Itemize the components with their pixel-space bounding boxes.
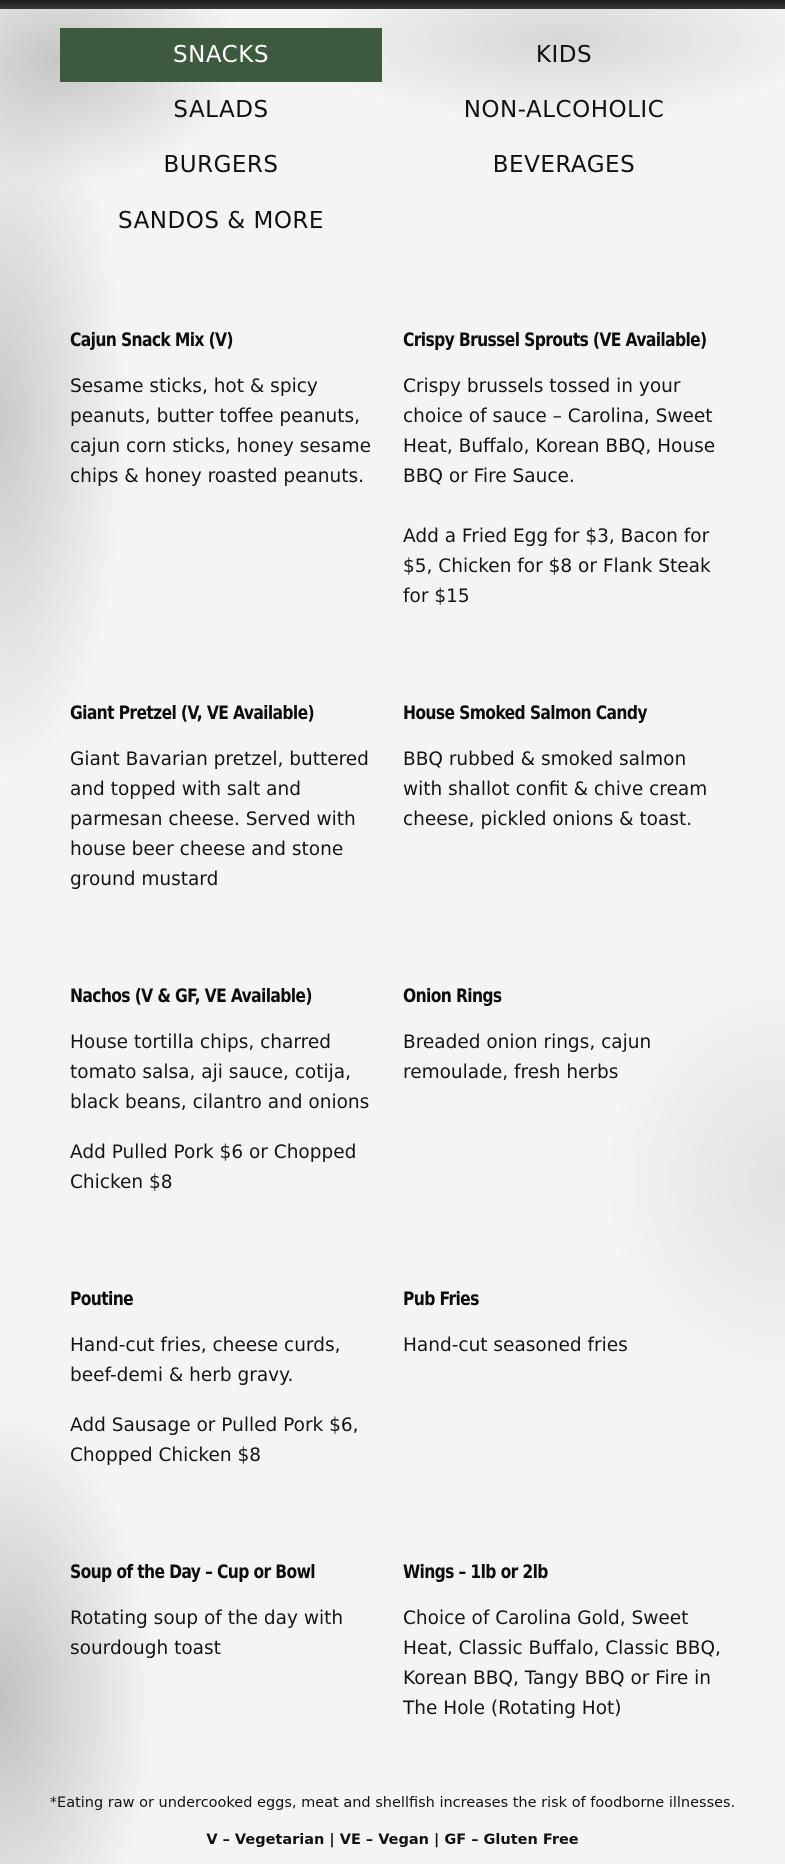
tab-sandos-more[interactable]: SANDOS & MORE (118, 208, 324, 234)
top-banner-edge (0, 0, 785, 9)
menu-item-nachos (70, 984, 388, 1198)
menu-item-onion-rings (403, 984, 721, 1088)
tab-kids[interactable]: KIDS (535, 42, 593, 68)
item-addons: Add Sausage or Pulled Pork $6, Chopped Chicken $8 (70, 1415, 359, 1466)
item-title: Wings – 1lb or 2lb (403, 1561, 548, 1583)
item-description: Rotating soup of the day with sourdough toast (70, 1608, 344, 1659)
item-title: Giant Pretzel (V, VE Available) (70, 702, 314, 724)
item-title: Nachos (V & GF, VE Available) (70, 985, 312, 1007)
item-description: Crispy brussels tossed in your choice of sauce – Carolina, Sweet Heat, Buffalo, Korean BBQ, House BBQ or Fire Sauce. (403, 376, 716, 487)
item-title: Onion Rings (403, 985, 502, 1007)
menu-item-soup-of-the-day (70, 1560, 388, 1664)
menu-item-crispy-brussel-sprouts (403, 328, 721, 612)
item-description: Sesame sticks, hot & spicy peanuts, butter toffee peanuts, cajun corn sticks, honey sesame chips & honey roasted peanuts. (70, 376, 372, 487)
menu-item-pub-fries (403, 1287, 721, 1361)
item-title: Cajun Snack Mix (V) (70, 329, 233, 351)
item-description: Hand-cut seasoned fries (403, 1335, 628, 1356)
item-title: Crispy Brussel Sprouts (VE Available) (403, 329, 707, 351)
tab-snacks[interactable]: SNACKS (60, 28, 382, 82)
tab-non-alcoholic[interactable]: NON-ALCOHOLIC (463, 97, 665, 123)
item-description: Breaded onion rings, cajun remoulade, fresh herbs (403, 1032, 652, 1083)
category-nav (60, 28, 750, 248)
menu-item-wings (403, 1560, 721, 1724)
item-title: Poutine (70, 1288, 134, 1310)
menu-item-giant-pretzel (70, 701, 388, 895)
item-addons: Add a Fried Egg for $3, Bacon for $5, Chicken for $8 or Flank Steak for $15 (403, 526, 711, 607)
menu-item-house-smoked-salmon-candy (403, 701, 721, 835)
item-description: Giant Bavarian pretzel, buttered and topped with salt and parmesan cheese. Served with house beer cheese and stone ground mustard (70, 749, 369, 890)
tab-beverages[interactable]: BEVERAGES (492, 152, 636, 178)
item-description: Choice of Carolina Gold, Sweet Heat, Classic Buffalo, Classic BBQ, Korean BBQ, Tangy BBQ or Fire in The Hole (Rotating Hot) (403, 1608, 721, 1719)
item-title: Pub Fries (403, 1288, 479, 1310)
tab-salads[interactable]: SALADS (173, 97, 269, 123)
item-title: House Smoked Salmon Candy (403, 702, 647, 724)
item-description: Hand-cut fries, cheese curds, beef-demi & herb gravy. (70, 1335, 341, 1386)
item-addons: Add Pulled Pork $6 or Chopped Chicken $8 (70, 1142, 357, 1193)
dietary-legend: V – Vegetarian | VE – Vegan | GF – Gluten Free (206, 1832, 579, 1848)
item-title: Soup of the Day – Cup or Bowl (70, 1561, 316, 1583)
menu-item-poutine (70, 1287, 388, 1471)
item-description: House tortilla chips, charred tomato salsa, aji sauce, cotija, black beans, cilantro and onions (70, 1032, 370, 1113)
menu-item-cajun-snack-mix (70, 328, 388, 492)
tab-burgers[interactable]: BURGERS (163, 152, 279, 178)
food-safety-footnote: *Eating raw or undercooked eggs, meat and shellfish increases the risk of foodborne illnesses. (49, 1795, 736, 1811)
item-description: BBQ rubbed & smoked salmon with shallot confit & chive cream cheese, pickled onions & toast. (403, 749, 708, 830)
